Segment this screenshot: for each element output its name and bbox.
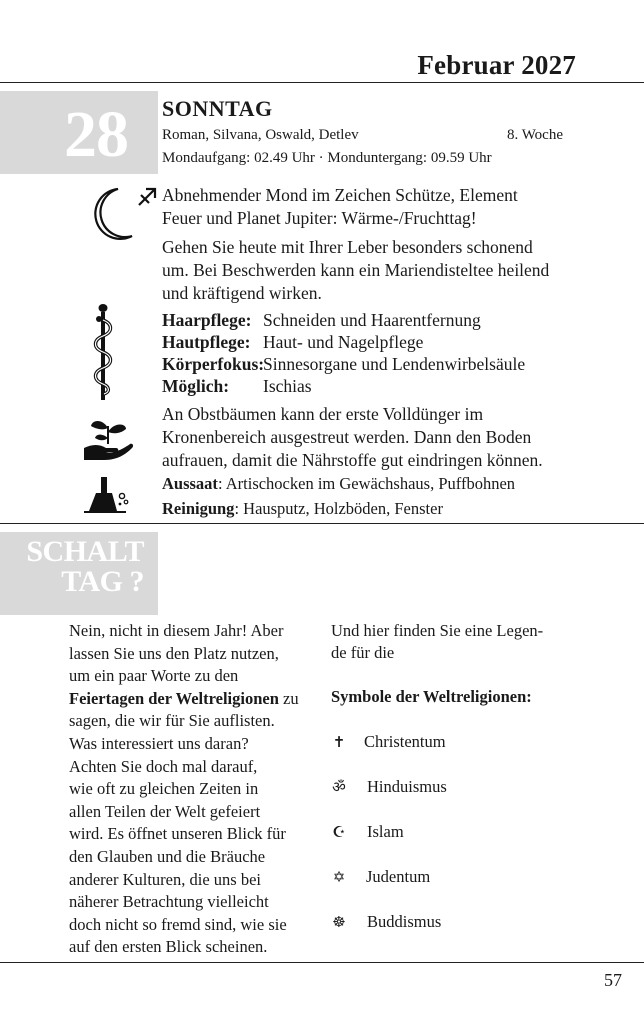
- schalttag-line-2: TAG ?: [61, 565, 144, 598]
- legend-label: Christentum: [364, 732, 446, 751]
- rod-of-asclepius-icon: [88, 302, 118, 402]
- text-line: allen Teilen der Welt gefeiert: [69, 801, 261, 821]
- aussaat-label: Aussaat: [162, 474, 218, 493]
- aussaat-row: [162, 472, 515, 495]
- text-line: Achten Sie doch mal darauf,: [69, 756, 258, 776]
- text-line: Was interessiert uns daran?: [69, 733, 249, 753]
- name-days: Roman, Silvana, Oswald, Detlev: [162, 127, 359, 143]
- legend-item: [328, 731, 446, 754]
- text-line: Nein, nicht in diesem Jahr! Aber: [69, 621, 284, 640]
- garden-line-3: aufrauen, damit die Nährstoffe gut eindringen können.: [162, 450, 543, 470]
- health-label: Haarpflege:: [162, 310, 252, 330]
- health-value: Sinnesorgane und Lendenwirbelsäule: [263, 354, 526, 374]
- broom-icon: [84, 476, 130, 514]
- text-line: lassen Sie uns den Platz nutzen,: [69, 643, 279, 663]
- legend-item: [328, 911, 441, 934]
- garden-line-2: Kronenbereich ausgestreut werden. Dann den Boden: [162, 427, 532, 447]
- legend-heading: Symbole der Weltreligionen:: [331, 687, 532, 706]
- text-span: zu: [278, 688, 299, 708]
- health-label: Hautpflege:: [162, 332, 251, 352]
- health-row: [162, 375, 312, 398]
- day-name: SONNTAG: [162, 96, 273, 121]
- legend-intro-line-1: Und hier finden Sie eine Legen-: [331, 621, 544, 640]
- health-label: Möglich:: [162, 376, 230, 396]
- text-line: [69, 688, 331, 711]
- text-line: wie oft zu gleichen Zeiten in: [69, 779, 259, 799]
- legend-item: [328, 866, 430, 889]
- schalttag-title: [26, 537, 144, 597]
- schalttag-line-1: SCHALT: [26, 535, 144, 568]
- advice-line-3: und kräftigend wirken.: [162, 283, 322, 303]
- header-rule: [0, 82, 644, 83]
- legend-label: Hinduismus: [367, 777, 447, 796]
- legend-label: Buddismus: [367, 912, 442, 931]
- health-row: [162, 331, 423, 354]
- week-number: 8. Woche: [507, 127, 564, 143]
- footer-rule: [0, 962, 644, 963]
- moon-text-line-1: Abnehmender Mond im Zeichen Schütze, Element: [162, 185, 518, 205]
- legend-intro-line-2: de für die: [331, 643, 395, 662]
- star-of-david-icon: ✡: [332, 868, 346, 886]
- text-line: doch nicht so fremd sind, wie sie: [69, 914, 287, 934]
- left-column-text: [69, 620, 331, 959]
- crescent-star-icon: ☪: [332, 823, 346, 841]
- health-value: Haut- und Nagelpflege: [263, 332, 424, 352]
- advice-line-1: Gehen Sie heute mit Ihrer Leber besonders schonend: [162, 237, 533, 257]
- moon-text-line-2: Feuer und Planet Jupiter: Wärme-/Fruchttag!: [162, 208, 477, 228]
- page-number: 57: [604, 970, 622, 990]
- text-line: anderer Kulturen, die uns bei: [69, 869, 261, 889]
- section-divider: [0, 523, 644, 524]
- latin-cross-icon: ✝: [332, 733, 346, 751]
- health-row: [162, 353, 525, 376]
- om-icon: ॐ: [332, 778, 346, 796]
- reinigung-label: Reinigung: [162, 499, 235, 518]
- advice-line-2: um. Bei Beschwerden kann ein Mariendisteltee heilend: [162, 260, 550, 280]
- day-number: 28: [64, 98, 128, 171]
- text-line: den Glauben und die Bräuche: [69, 846, 266, 866]
- legend-label: Islam: [367, 822, 404, 841]
- text-line: näherer Betrachtung vielleicht: [69, 892, 269, 912]
- bold-phrase: Feiertagen der Weltreligionen: [69, 688, 279, 708]
- health-value: Schneiden und Haarentfernung: [263, 310, 481, 330]
- sagittarius-icon: [136, 186, 158, 208]
- aussaat-value: : Artischocken im Gewächshaus, Puffbohnen: [217, 474, 516, 493]
- waning-crescent-moon-icon: [88, 186, 140, 242]
- health-value: Ischias: [263, 376, 312, 396]
- dharma-wheel-icon: ☸: [332, 913, 346, 931]
- legend-item: [328, 821, 404, 844]
- text-line: wird. Es öffnet unseren Blick für: [69, 824, 286, 844]
- page-month-title: Februar 2027: [417, 50, 576, 80]
- plant-in-hand-icon: [82, 414, 134, 462]
- text-line: sagen, die wir für Sie auflisten.: [69, 711, 275, 731]
- moon-times: Mondaufgang: 02.49 Uhr · Monduntergang: 09.59 Uhr: [162, 150, 492, 166]
- text-line: um ein paar Worte zu den: [69, 666, 239, 686]
- health-row: [162, 309, 481, 332]
- health-label: Körperfokus:: [162, 354, 265, 374]
- garden-line-1: An Obstbäumen kann der erste Volldünger im: [162, 404, 484, 424]
- text-line: auf den ersten Blick scheinen.: [69, 937, 268, 957]
- reinigung-value: : Hausputz, Holzböden, Fenster: [234, 499, 443, 518]
- reinigung-row: [162, 497, 443, 520]
- legend-item: [328, 776, 447, 799]
- legend-label: Judentum: [366, 867, 431, 886]
